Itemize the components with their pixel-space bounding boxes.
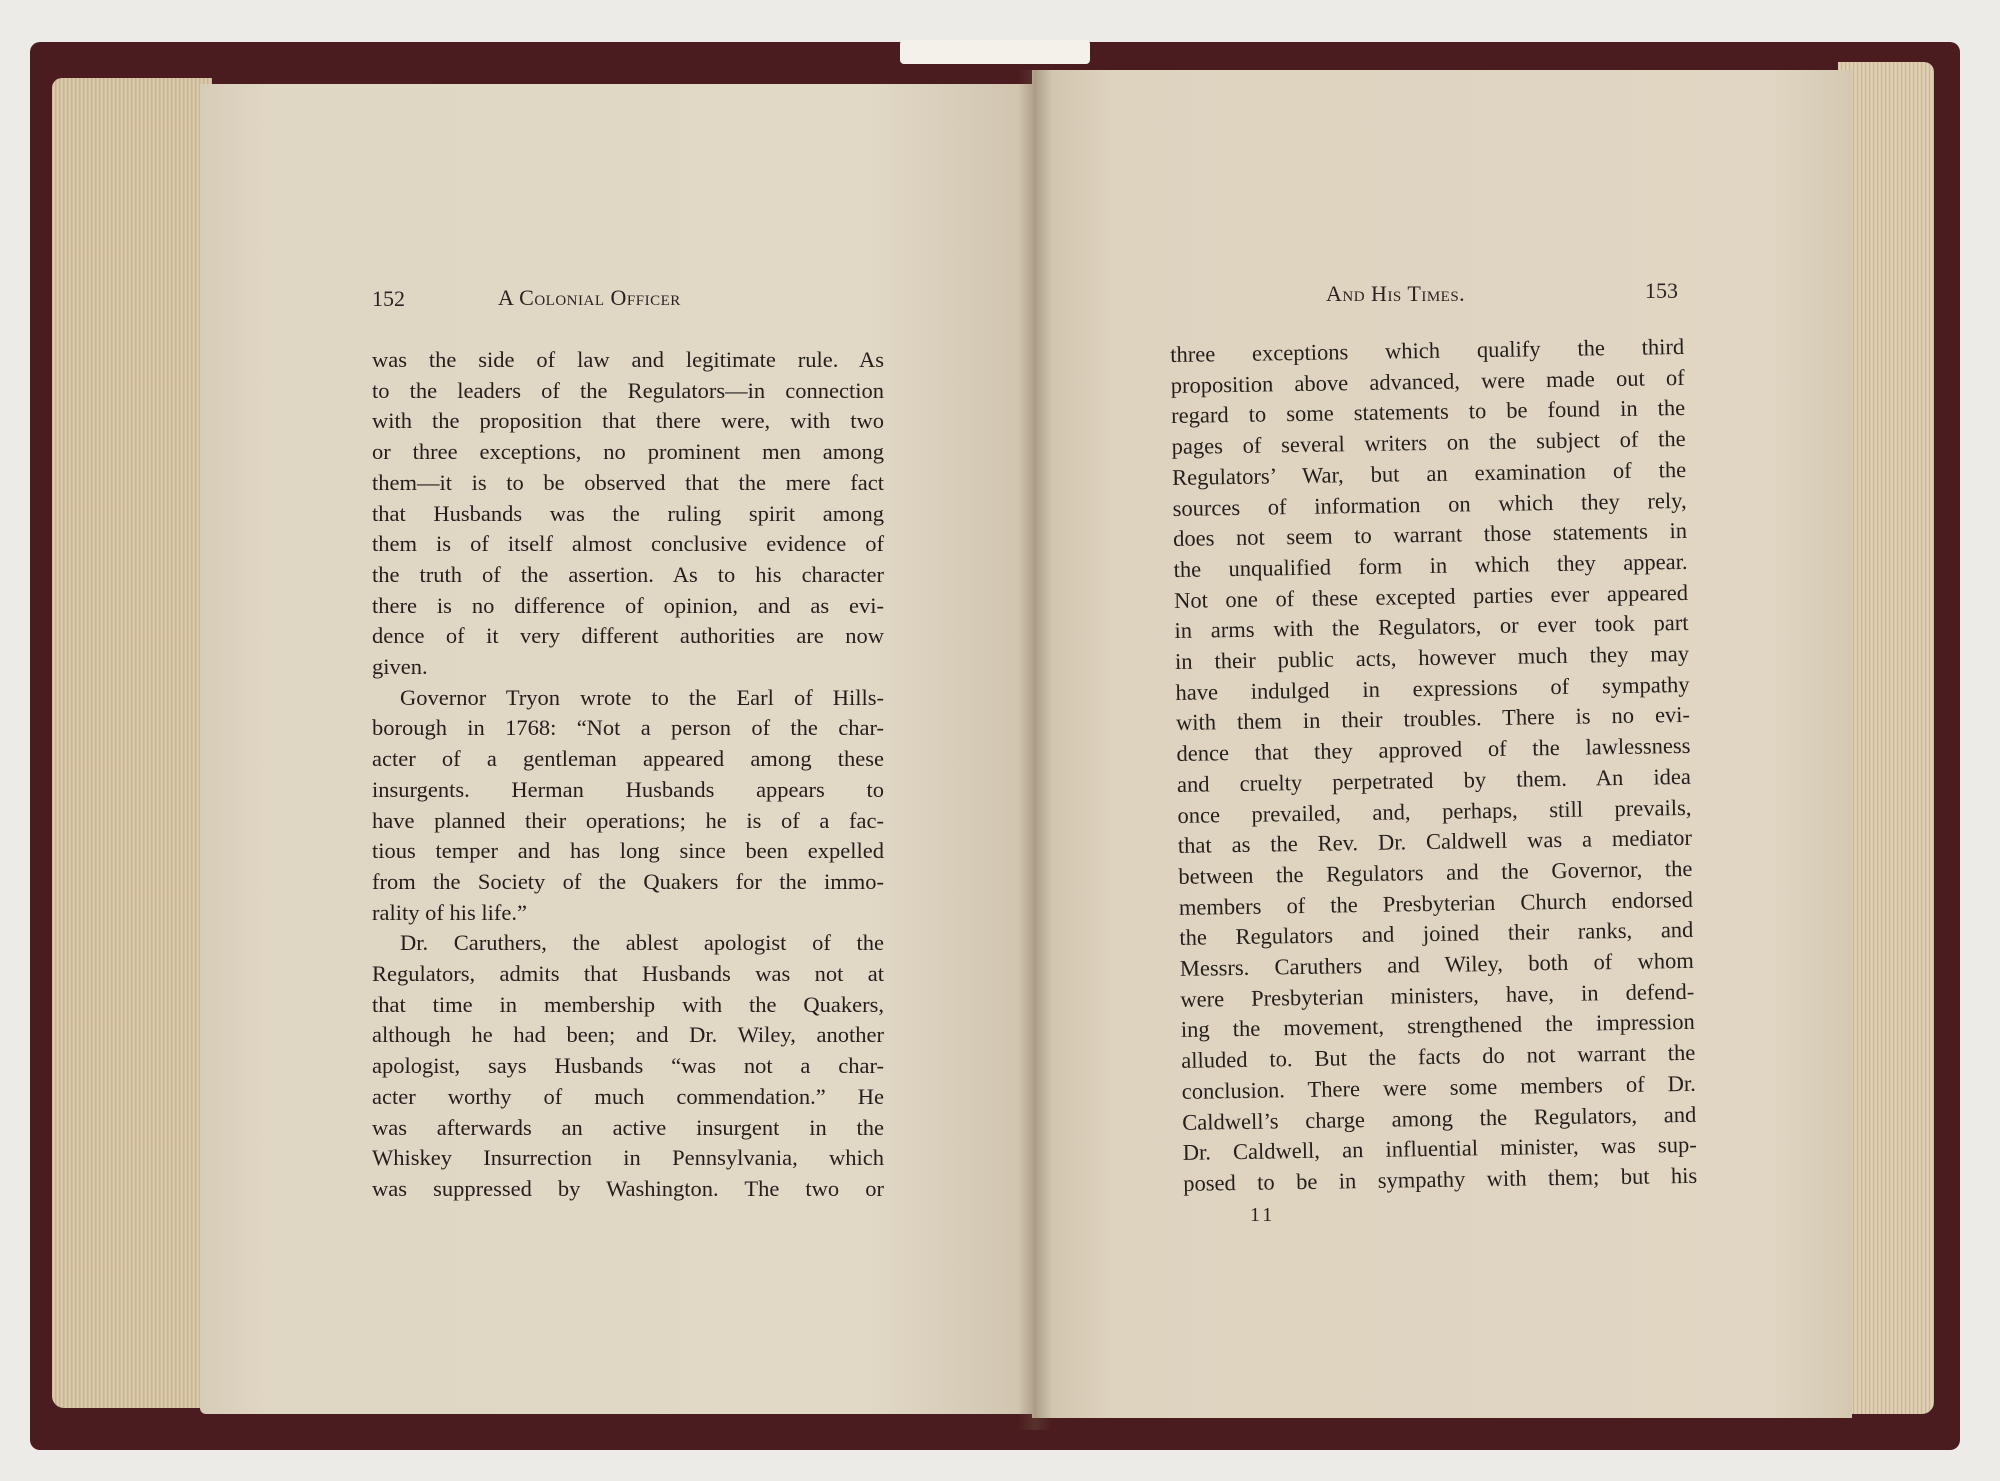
text-line: that time in membership with the Quakers, [372,991,884,1017]
text-line: in their public acts, however much they may [1174,640,1690,674]
text-line: conclusion. There were some members of Dr. [1181,1070,1696,1104]
text-line: that Husbands was the ruling spirit among [372,500,884,526]
page-edges-right [1838,62,1934,1414]
text-line: although he had been; and Dr. Wiley, another [372,1022,884,1048]
text-line: Whiskey Insurrection in Pennsylvania, which [372,1145,884,1171]
text-line: the truth of the assertion. As to his character [372,561,884,587]
text-line: with them in their troubles. There is no evi- [1175,702,1691,736]
signature-mark: 11 [1250,1204,1276,1226]
text-line: have planned their operations; he is of a fac- [372,807,884,833]
text-line: there is no difference of opinion, and as evi- [372,592,884,618]
text-line: Regulators’ War, but an examination of the [1171,456,1687,490]
page-edges-left [52,78,212,1408]
right-running-head: And His Times. [1326,281,1466,306]
text-line: them is of itself almost conclusive evidence of [372,531,884,557]
text-line: apologist, says Husbands “was not a char- [372,1053,884,1079]
text-line: Dr. Caruthers, the ablest apologist of the [400,930,884,956]
text-line: regard to some statements to be found in the [1170,395,1686,429]
left-page-text [372,345,884,1205]
text-line: them—it is to be observed that the mere fact [372,469,884,495]
text-line: dence of it very different authorities are now [372,623,884,649]
text-line: Governor Tryon wrote to the Earl of Hills- [400,684,884,710]
text-line: tious temper and has long since been expelled [372,838,884,864]
text-line: acter worthy of much commendation.” He [372,1083,884,1109]
text-line: from the Society of the Quakers for the immo- [372,868,884,894]
text-line: that as the Rev. Dr. Caldwell was a mediator [1177,825,1693,859]
text-line: Caldwell’s charge among the Regulators, and [1182,1101,1697,1135]
text-line: and cruelty perpetrated by them. An idea [1176,763,1692,797]
text-line: were Presbyterian ministers, have, in defend- [1180,978,1695,1012]
right-page-text [1170,332,1697,1200]
text-line: does not seem to warrant those statements in [1172,518,1688,552]
text-line: to the leaders of the Regulators—in connection [372,377,884,403]
text-line: members of the Presbyterian Church endorsed [1178,886,1694,920]
text-line: have indulged in expressions of sympathy [1175,671,1690,705]
text-line: was the side of law and legitimate rule. As [372,347,884,372]
left-page-number: 152 [372,286,405,311]
text-line: between the Regulators and the Governor, the [1178,855,1693,889]
text-line: the Regulators and joined their ranks, and [1179,917,1694,951]
text-line: rality of his life.” [372,899,527,925]
text-line: given. [372,654,428,680]
text-line: Regulators, admits that Husbands was not at [372,961,884,987]
text-line: ing the movement, strengthened the impression [1180,1009,1695,1043]
text-line: Not one of these excepted parties ever appeared [1173,579,1689,613]
left-running-head: A Colonial Officer [498,285,681,310]
text-line: posed to be in sympathy with them; but his [1183,1162,1698,1196]
text-line: alluded to. But the facts do not warrant the [1181,1040,1696,1074]
text-line: pages of several writers on the subject of the [1171,426,1686,460]
text-line: Messrs. Caruthers and Wiley, both of whom [1179,947,1695,981]
book-gutter [1018,70,1052,1430]
spine-gap [900,40,1090,64]
text-line: once prevailed, and, perhaps, still prevails, [1177,794,1692,828]
text-line: or three exceptions, no prominent men among [372,439,884,465]
text-line: sources of information on which they rely, [1172,487,1687,521]
text-line: insurgents. Herman Husbands appears to [372,776,884,802]
text-line: proposition above advanced, were made out of [1170,364,1685,398]
text-line: dence that they approved of the lawlessness [1176,733,1691,767]
text-line: Dr. Caldwell, an influential minister, was sup- [1182,1132,1697,1166]
text-line: was afterwards an active insurgent in the [372,1114,884,1140]
text-line: acter of a gentleman appeared among these [372,746,884,772]
right-page-number: 153 [1645,278,1678,303]
text-line: three exceptions which qualify the third [1170,333,1685,367]
text-line: with the proposition that there were, with two [372,408,884,434]
text-line: in arms with the Regulators, or ever took part [1174,610,1689,644]
text-line: the unqualified form in which they appear. [1173,548,1688,582]
text-line: borough in 1768: “Not a person of the char- [372,715,884,741]
text-line: was suppressed by Washington. The two or [372,1175,884,1201]
